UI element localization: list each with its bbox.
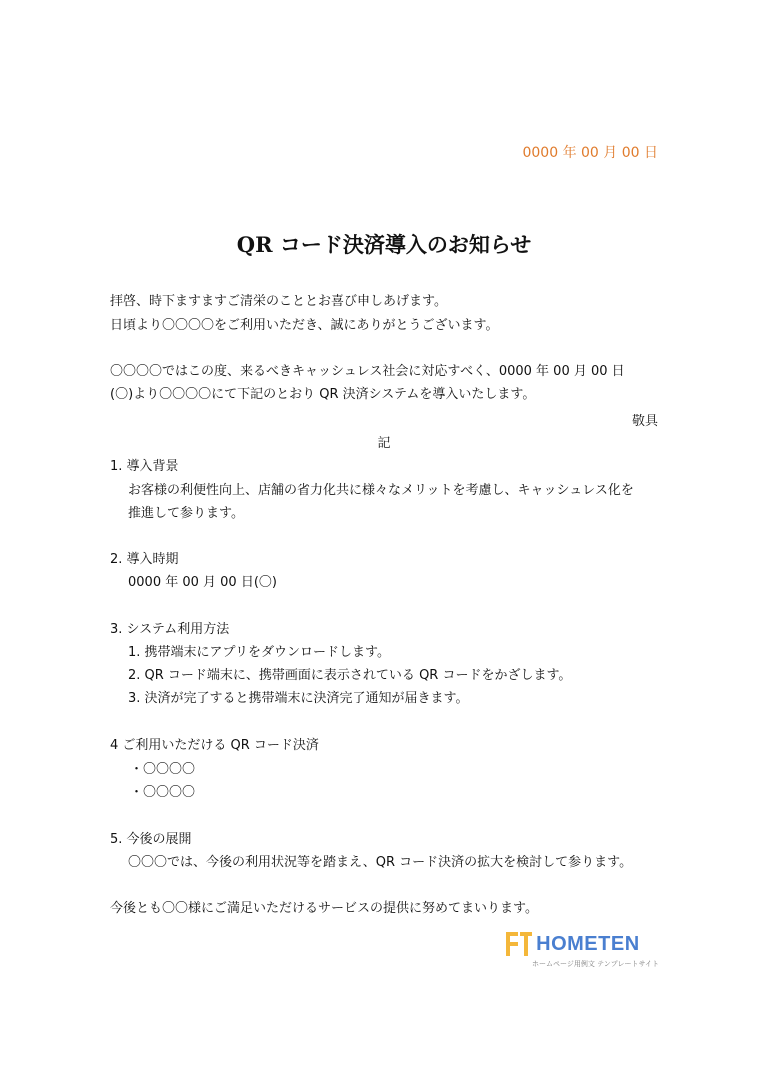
section-4-item-1: ・〇〇〇〇: [130, 762, 196, 777]
section-4-heading: 4 ご利用いただける QR コード決済: [110, 738, 319, 753]
section-2-body-1: 0000 年 00 月 00 日(〇): [128, 575, 277, 590]
intro-line-2: (〇)より〇〇〇〇にて下記のとおり QR 決済システムを導入いたします。: [110, 387, 536, 402]
hometen-logo-subtitle: ホームページ用例文 テンプレートサイト: [532, 960, 659, 968]
section-3-step-2: 2. QR コード端末に、携帯画面に表示されている QR コードをかざします。: [128, 668, 572, 683]
greeting-line-2: 日頃より〇〇〇〇をご利用いただき、誠にありがとうございます。: [110, 318, 499, 333]
section-2-heading: 2. 導入時期: [110, 552, 179, 567]
hometen-logo-icon: [506, 932, 532, 956]
intro-line-1: 〇〇〇〇ではこの度、来るべきキャッシュレス社会に対応すべく、0000 年 00 月 00 日: [110, 364, 625, 379]
document-date: 0000 年 00 月 00 日: [522, 145, 658, 161]
section-1-body-2: 推進して参ります。: [128, 506, 244, 521]
section-3-step-3: 3. 決済が完了すると携帯端末に決済完了通知が届きます。: [128, 691, 469, 706]
section-5-body-1: 〇〇〇では、今後の利用状況等を踏まえ、QR コード決済の拡大を検討して参ります。: [128, 855, 633, 870]
final-line: 今後とも〇〇様にご満足いただけるサービスの提供に努めてまいります。: [110, 901, 538, 916]
section-1-heading: 1. 導入背景: [110, 459, 179, 474]
ki-heading: 記: [377, 436, 391, 451]
section-3-heading: 3. システム利用方法: [110, 622, 230, 637]
hometen-logo: [506, 932, 659, 968]
section-3-step-1: 1. 携帯端末にアプリをダウンロードします。: [128, 645, 390, 660]
hometen-logo-text: HOMETEN: [536, 932, 640, 955]
section-1-body-1: お客様の利便性向上、店舗の省力化共に様々なメリットを考慮し、キャッシュレス化を: [128, 483, 634, 498]
closing-word: 敬具: [631, 414, 658, 429]
document-title: QR コード決済導入のお知らせ: [236, 232, 532, 257]
section-5-heading: 5. 今後の展開: [110, 832, 192, 847]
greeting-line-1: 拝啓、時下ますますご清栄のこととお喜び申しあげます。: [110, 294, 447, 309]
section-4-item-2: ・〇〇〇〇: [130, 785, 196, 800]
